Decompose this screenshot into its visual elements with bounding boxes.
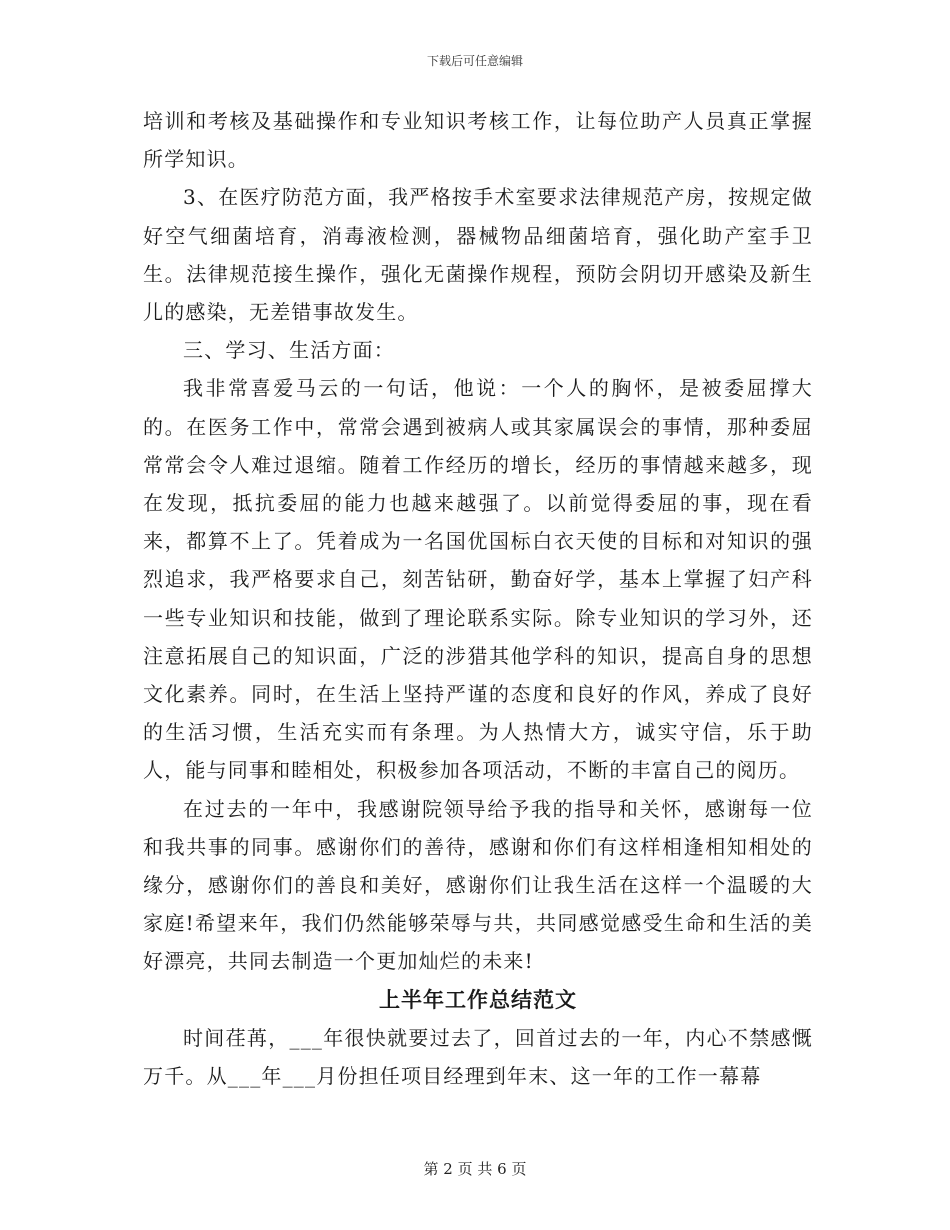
paragraph-2: 3、在医疗防范方面，我严格按手术室要求法律规范产房，按规定做好空气细菌培育，消毒液检测，器械物品细菌培育，强化助产室手卫生。法律规范接生操作，强化无菌操作规程，预防会阴切开感染及新生儿的感染，无差错事故发生。: [143, 185, 813, 325]
section-title: 上半年工作总结范文: [379, 987, 577, 1012]
page-number: 第 2 页 共 6 页: [423, 1160, 527, 1178]
intro-paragraph: 时间荏苒，___年很快就要过去了，回首过去的一年，内心不禁感慨万千。从___年___月份担任项目经理到年末、这一年的工作一幕幕: [143, 1025, 813, 1089]
header-note: 下载后可任意编辑: [426, 54, 523, 68]
paragraph-3: 我非常喜爱马云的一句话，他说：一个人的胸怀，是被委屈撑大的。在医务工作中，常常会遇到被病人或其家属误会的事情，那种委屈常常会令人难过退缩。随着工作经历的增长，经历的事情越来越多，现在发现，抵抗委屈的能力也越来越强了。以前觉得委屈的事，现在看来，都算不上了。凭着成为一名国优国标白衣天使的目标和对知识的强烈追求，我严格要求自己，刻苦钻研，勤奋好学，基本上掌握了妇产科一些专业知识和技能，做到了理论联系实际。除专业知识的学习外，还注意拓展自己的知识面，广泛的涉猎其他学科的知识，提高自身的思想文化素养。同时，在生活上坚持严谨的态度和良好的作风，养成了良好的生活习惯，生活充实而有条理。为人热情大方，诚实守信，乐于助人，能与同事和睦相处，积极参加各项活动，不断的丰富自己的阅历。: [143, 376, 813, 783]
paragraph-4: 在过去的一年中，我感谢院领导给予我的指导和关怀，感谢每一位和我共事的同事。感谢你们的善待，感谢和你们有这样相逢相知相处的缘分，感谢你们的善良和美好，感谢你们让我生活在这样一个温暖的大家庭!希望来年，我们仍然能够荣辱与共，共同感觉感受生命和生活的美好漂亮，共同去制造一个更加灿烂的未来!: [143, 796, 813, 974]
paragraph-1: 培训和考核及基础操作和专业知识考核工作，让每位助产人员真正掌握所学知识。: [143, 109, 813, 172]
document-body: [143, 102, 813, 1095]
section-heading-study-life: 三、学习、生活方面：: [183, 338, 395, 363]
